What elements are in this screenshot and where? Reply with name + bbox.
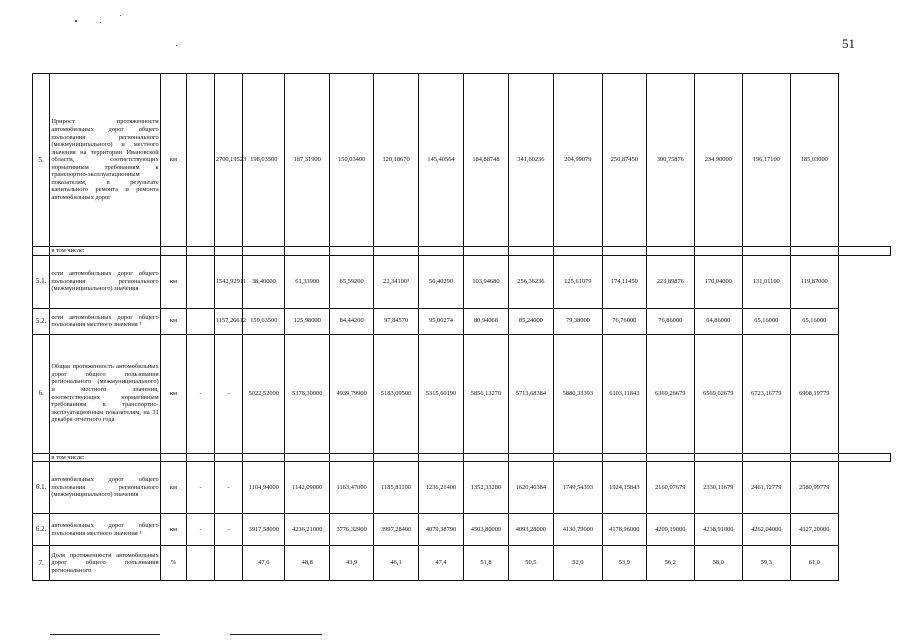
table-row — [33, 334, 891, 453]
empty-cell — [508, 453, 553, 462]
empty-cell — [160, 247, 187, 256]
empty-cell — [646, 453, 694, 462]
value-cell: 4503,80000 — [463, 514, 508, 546]
baseline-cell — [214, 546, 243, 581]
value-cell: 184,88748 — [463, 74, 508, 247]
subheader-row — [33, 453, 891, 462]
value-cell: 80,94068 — [463, 308, 508, 334]
value-cell: 51,8 — [463, 546, 508, 581]
value-cell: 1352,33280 — [463, 462, 508, 514]
value-cell: 6569,02679 — [694, 334, 742, 453]
value-cell: 95,00274 — [419, 308, 464, 334]
indicators-table — [32, 73, 891, 581]
value-cell: 159,63500 — [243, 308, 285, 334]
value-cell: 119,87000 — [790, 255, 838, 308]
value-cell: 47,6 — [243, 546, 285, 581]
value-cell: 47,4 — [419, 546, 464, 581]
value-cell: 5378,30000 — [285, 334, 330, 453]
indicator-description: автомобильных дорог общего пользования регионального (межмуниципального) значения — [50, 462, 160, 514]
value-cell: 3997,28400 — [374, 514, 419, 546]
empty-cell — [646, 247, 694, 256]
indicator-description: сети автомобильных дорог общего пользования регионального (межмуниципального) значения — [50, 255, 160, 308]
table-row — [33, 462, 891, 514]
table-row — [33, 74, 891, 247]
footnote-separator — [230, 634, 322, 635]
baseline-cell — [187, 255, 215, 308]
value-cell: 4079,38790 — [419, 514, 464, 546]
empty-cell — [838, 453, 890, 462]
empty-cell — [214, 453, 243, 462]
value-cell: 61,33900 — [285, 255, 330, 308]
baseline-cell — [187, 74, 215, 247]
value-cell: 196,17100 — [742, 74, 790, 247]
indicator-description: автомобильных дорог общего пользования местного значения ³ — [50, 514, 160, 546]
scan-speck — [176, 45, 177, 46]
value-cell: 4130,79000 — [553, 514, 602, 546]
value-cell: 1104,94000 — [243, 462, 285, 514]
value-cell: 174,11450 — [602, 255, 646, 308]
value-cell: 79,38000 — [553, 308, 602, 334]
row-index — [33, 247, 50, 256]
empty-cell — [553, 247, 602, 256]
value-cell: 256,36236 — [508, 255, 553, 308]
empty-cell — [694, 453, 742, 462]
value-cell: 1924,15843 — [602, 462, 646, 514]
value-cell: 204,99079 — [553, 74, 602, 247]
subheader-label: в том числе: — [50, 247, 160, 256]
value-cell: 59,3 — [742, 546, 790, 581]
baseline-cell: - — [187, 514, 215, 546]
value-cell: 5183,09500 — [374, 334, 419, 453]
empty-cell — [553, 453, 602, 462]
value-cell: 120,18670 — [374, 74, 419, 247]
baseline-cell: - — [187, 334, 215, 453]
empty-cell — [214, 247, 243, 256]
value-cell: 22,34100³ — [374, 255, 419, 308]
value-cell: 223,89876 — [646, 255, 694, 308]
value-cell: 131,01100 — [742, 255, 790, 308]
unit-cell: км — [160, 334, 187, 453]
value-cell: 56,2 — [646, 546, 694, 581]
value-cell: 76,86000 — [646, 308, 694, 334]
value-cell: 3776,32900 — [330, 514, 374, 546]
empty-cell — [243, 247, 285, 256]
value-cell: 1749,54393 — [553, 462, 602, 514]
empty-cell — [330, 453, 374, 462]
empty-cell — [285, 247, 330, 256]
page-number: 51 — [842, 36, 855, 51]
value-cell: 52,0 — [553, 546, 602, 581]
value-cell: 5315,60190 — [419, 334, 464, 453]
empty-cell — [602, 453, 646, 462]
row-index: 6.2. — [33, 514, 50, 546]
value-cell: 4238,91000 — [694, 514, 742, 546]
empty-cell — [243, 453, 285, 462]
row-index: 5.1. — [33, 255, 50, 308]
value-cell: 50,40290 — [419, 255, 464, 308]
empty-cell — [463, 247, 508, 256]
value-cell: 65,59200 — [330, 255, 374, 308]
value-cell: 64,86000 — [694, 308, 742, 334]
footnote-separator — [50, 634, 160, 635]
value-cell: 6723,16779 — [742, 334, 790, 453]
indicator-description: Доля протяженности автомобильных дорог общего пользования регионального — [50, 546, 160, 581]
value-cell: 85,24000 — [508, 308, 553, 334]
indicator-description: Прирост протяженности автомобильных дорог общего пользования регионального (межмуниципального) и местного значения на территории Ивановской области, соответствующих нормативным требованиям к транспортно-эксплуатационным показателям, в результате капитального ремонта и ремонта автомобильных дорог — [50, 74, 160, 247]
baseline-cell: - — [187, 462, 215, 514]
value-cell: 4327,20000 — [790, 514, 838, 546]
table-row — [33, 308, 891, 334]
row-index: 5. — [33, 74, 50, 247]
value-cell: 150,03400 — [330, 74, 374, 247]
value-cell: 4209,19000 — [646, 514, 694, 546]
value-cell: 5713,68384 — [508, 334, 553, 453]
value-cell: 1236,21400 — [419, 462, 464, 514]
value-cell: 5022,52000 — [243, 334, 285, 453]
value-cell: 2580,99779 — [790, 462, 838, 514]
value-cell: 84,44200 — [330, 308, 374, 334]
value-cell: 185,03000 — [790, 74, 838, 247]
value-cell: 187,31900 — [285, 74, 330, 247]
empty-cell — [602, 247, 646, 256]
empty-cell — [790, 247, 838, 256]
value-cell: 2700,19523 — [214, 74, 243, 247]
baseline-cell — [187, 546, 215, 581]
value-cell: 6103,11843 — [602, 334, 646, 453]
value-cell: 2461,12779 — [742, 462, 790, 514]
row-index: 6.1. — [33, 462, 50, 514]
empty-cell — [790, 453, 838, 462]
subheader-row — [33, 247, 891, 256]
value-cell: 43,9 — [330, 546, 374, 581]
value-cell: 3917,58000 — [243, 514, 285, 546]
value-cell: 50,5 — [508, 546, 553, 581]
value-cell: 250,87450 — [602, 74, 646, 247]
value-cell: 125,98000 — [285, 308, 330, 334]
empty-cell — [285, 453, 330, 462]
row-index: 5.2. — [33, 308, 50, 334]
empty-cell — [838, 247, 890, 256]
value-cell: 5856,13270 — [463, 334, 508, 453]
empty-cell — [187, 247, 215, 256]
value-cell: 341,60236 — [508, 74, 553, 247]
empty-cell — [419, 247, 464, 256]
empty-cell — [419, 453, 464, 462]
value-cell: 48,8 — [285, 546, 330, 581]
value-cell: 5880,33393 — [553, 334, 602, 453]
value-cell: 97,84570 — [374, 308, 419, 334]
row-index — [33, 453, 50, 462]
empty-cell — [694, 247, 742, 256]
empty-cell — [187, 453, 215, 462]
unit-cell: % — [160, 546, 187, 581]
value-cell: 1185,81100 — [374, 462, 419, 514]
value-cell: 2330,11679 — [694, 462, 742, 514]
value-cell: 1542,92911 — [214, 255, 243, 308]
indicator-description: сети автомобильных дорог общего пользования местного значения ³ — [50, 308, 160, 334]
subheader-label: в том числе: — [50, 453, 160, 462]
empty-cell — [330, 247, 374, 256]
value-cell: 103,94680 — [463, 255, 508, 308]
value-cell: 61,0 — [790, 546, 838, 581]
value-cell: 58,0 — [694, 546, 742, 581]
value-cell: 4939,79900 — [330, 334, 374, 453]
value-cell: 1620,40384 — [508, 462, 553, 514]
scan-speck — [100, 22, 101, 23]
empty-cell — [742, 453, 790, 462]
value-cell: 76,76000 — [602, 308, 646, 334]
value-cell: 198,03500 — [243, 74, 285, 247]
row-index: 6. — [33, 334, 50, 453]
value-cell: 170,04000 — [694, 255, 742, 308]
value-cell: 53,9 — [602, 546, 646, 581]
unit-cell: км — [160, 462, 187, 514]
value-cell: 4093,28000 — [508, 514, 553, 546]
value-cell: 125,61079 — [553, 255, 602, 308]
row-index: 7. — [33, 546, 50, 581]
value-cell: 1157,26612 — [214, 308, 243, 334]
value-cell: 300,75876 — [646, 74, 694, 247]
empty-cell — [374, 453, 419, 462]
unit-cell: км — [160, 74, 187, 247]
value-cell: 4262,04000 — [742, 514, 790, 546]
unit-cell: км — [160, 255, 187, 308]
indicator-description: Общая протяженность автомобильных дорог общего пользования регионального (межмуниципального) и местного значения, соответствующих нормативным требованиям к транспортно-эксплуатационным показателям, на 31 декабря отчетного года — [50, 334, 160, 453]
empty-cell — [463, 453, 508, 462]
value-cell: 65,16000 — [742, 308, 790, 334]
value-cell: 65,16000 — [790, 308, 838, 334]
empty-cell — [374, 247, 419, 256]
value-cell: 145,40564 — [419, 74, 464, 247]
baseline-cell: - — [214, 462, 243, 514]
value-cell: 1142,09000 — [285, 462, 330, 514]
value-cell: 6369,26679 — [646, 334, 694, 453]
table-row — [33, 546, 891, 581]
value-cell: 38,40000 — [243, 255, 285, 308]
baseline-cell: - — [214, 514, 243, 546]
empty-cell — [160, 453, 187, 462]
table-row — [33, 255, 891, 308]
value-cell: 1163,47000 — [330, 462, 374, 514]
empty-cell — [742, 247, 790, 256]
table-row — [33, 514, 891, 546]
value-cell: 234,90000 — [694, 74, 742, 247]
value-cell: 46,1 — [374, 546, 419, 581]
baseline-cell — [187, 308, 215, 334]
value-cell: 4236,21000 — [285, 514, 330, 546]
scan-speck — [75, 20, 77, 22]
value-cell: 6908,19779 — [790, 334, 838, 453]
scan-speck — [120, 15, 121, 16]
unit-cell: км — [160, 514, 187, 546]
unit-cell: км — [160, 308, 187, 334]
empty-cell — [508, 247, 553, 256]
value-cell: 4178,96000 — [602, 514, 646, 546]
value-cell: 2160,07679 — [646, 462, 694, 514]
baseline-cell: - — [214, 334, 243, 453]
